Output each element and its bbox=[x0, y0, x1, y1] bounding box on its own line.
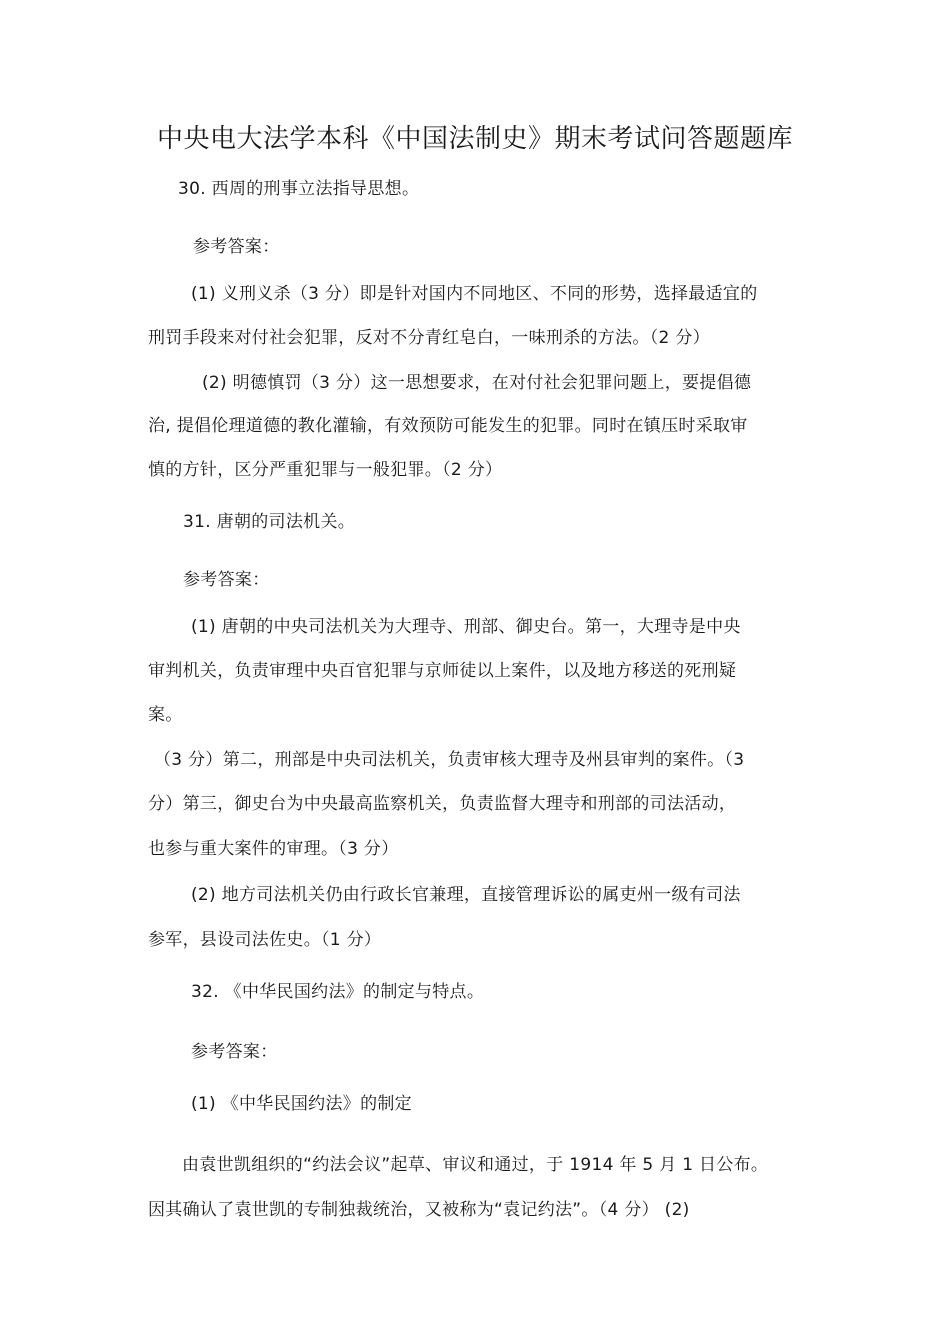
answer-30-line-4: 治, 提倡伦理道德的教化灌输，有效预防可能发生的犯罪。同时在镇压时采取审 bbox=[148, 416, 748, 436]
answer-31-line-2: 审判机关，负责审理中央百官犯罪与京师徒以上案件，以及地方移送的死刑疑 bbox=[148, 661, 737, 681]
question-32: 32. 《中华民国约法》的制定与特点。 bbox=[191, 982, 485, 1002]
answer-31-line-5: 分）第三，御史台为中央最高监察机关，负责监督大理寺和刑部的司法活动， bbox=[148, 794, 737, 814]
answer-32-line-3: 因其确认了袁世凯的专制独裁统治，又被称为“袁记约法”。（4 分） (2) bbox=[148, 1200, 690, 1220]
answer-31-line-4: （3 分）第二，刑部是中央司法机关，负责审核大理寺及州县审判的案件。（3 bbox=[154, 750, 745, 770]
answer-label-30: 参考答案： bbox=[193, 237, 280, 257]
document-title: 中央电大法学本科《中国法制史》期末考试问答题题库 bbox=[156, 124, 793, 154]
answer-31-line-6: 也参与重大案件的审理。（3 分） bbox=[148, 839, 399, 859]
answer-label-32: 参考答案： bbox=[191, 1042, 278, 1062]
question-31: 31. 唐朝的司法机关。 bbox=[183, 512, 356, 532]
answer-label-31: 参考答案： bbox=[183, 570, 270, 590]
answer-30-line-2: 刑罚手段来对付社会犯罪，反对不分青红皂白，一味刑杀的方法。（2 分） bbox=[148, 328, 710, 348]
answer-30-line-3: (2) 明德慎罚（3 分）这一思想要求，在对付社会犯罪问题上，要提倡德 bbox=[202, 373, 752, 393]
answer-31-line-8: 参军，县设司法佐史。（1 分） bbox=[148, 930, 382, 950]
answer-31-line-7: (2) 地方司法机关仍由行政长官兼理，直接管理诉讼的属吏州一级有司法 bbox=[191, 885, 741, 905]
question-30: 30. 西周的刑事立法指导思想。 bbox=[178, 179, 420, 199]
answer-32-line-1: (1) 《中华民国约法》的制定 bbox=[191, 1094, 412, 1114]
answer-31-line-1: (1) 唐朝的中央司法机关为大理寺、刑部、御史台。第一，大理寺是中央 bbox=[191, 617, 741, 637]
answer-31-line-3: 案。 bbox=[148, 705, 183, 725]
answer-32-line-2: 由袁世凯组织的“约法会议”起草、审议和通过，于 1914 年 5 月 1 日公布。 bbox=[182, 1155, 769, 1175]
answer-30-line-1: (1) 义刑义杀（3 分）即是针对国内不同地区、不同的形势，选择最适宜的 bbox=[191, 284, 758, 304]
answer-30-line-5: 慎的方针，区分严重犯罪与一般犯罪。（2 分） bbox=[148, 460, 503, 480]
